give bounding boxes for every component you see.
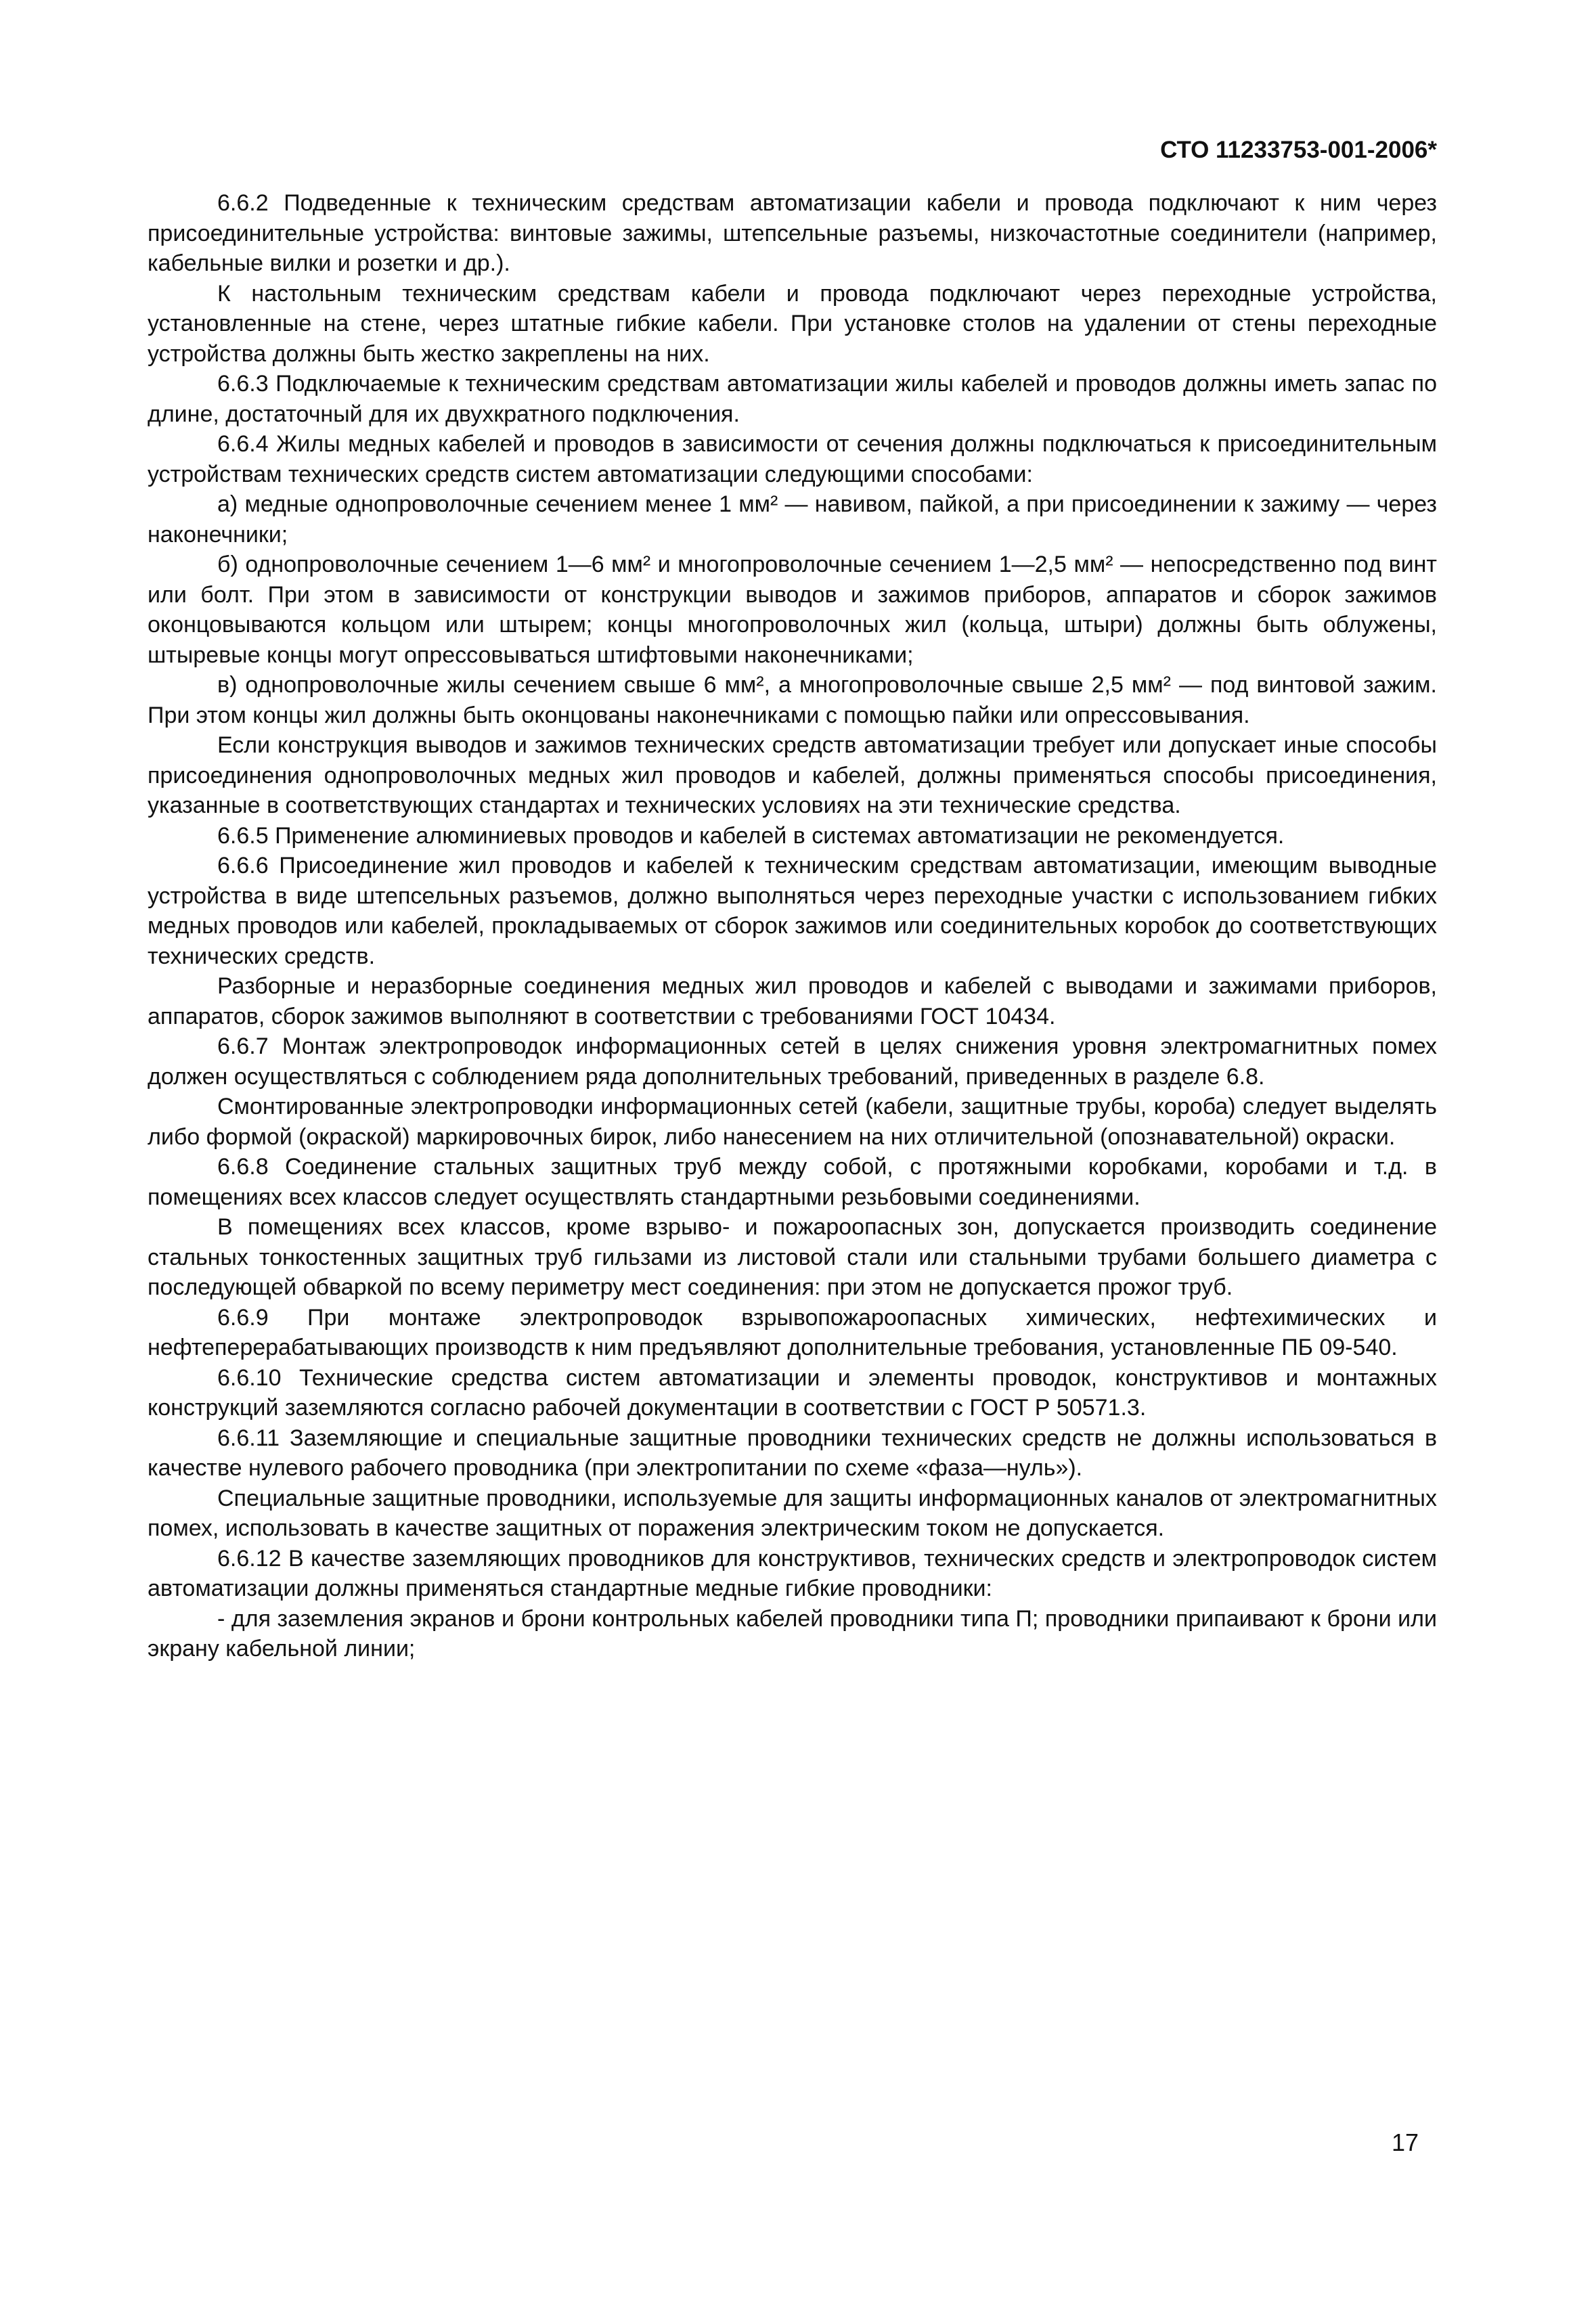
paragraph-6-6-12: 6.6.12 В качестве заземляющих проводников для конструктивов, технических средств и электропроводок систем автоматизации должны применяться стандартные медные гибкие проводники: — [148, 1545, 1437, 1601]
list-item-b: б) однопроволочные сечением 1—6 мм² и многопроволочные сечением 1—2,5 мм² — непосредственно под винт или болт. При этом в зависимости от конструкции выводов и зажимов приборов, аппаратов и сборок зажимов оконцовываются кольцом или штырем; концы многопроволочных жил (кольца, штыри) должны быть облужены, штыревые концы могут опрессовываться штифтовыми наконечниками; — [148, 552, 1437, 668]
paragraph-6-6-5: 6.6.5 Применение алюминиевых проводов и кабелей в системах автоматизации не рекомендуется. — [217, 822, 1285, 849]
paragraph-6-6-11: 6.6.11 Заземляющие и специальные защитные проводники технических средств не должны использоваться в качестве нулевого рабочего проводника (при электропитании по схеме «фаза—нуль»). — [148, 1425, 1437, 1481]
document-code-header: СТО 11233753-001-2006* — [1160, 137, 1437, 163]
paragraph-6-6-7: 6.6.7 Монтаж электропроводок информационных сетей в целях снижения уровня электромагнитных помех должен осуществляться с соблюдением ряда дополнительных требований, приведенных в разделе 6.8. — [148, 1033, 1437, 1090]
list-item-dash: - для заземления экранов и брони контрольных кабелей проводники типа П; проводники припаивают к брони или экрану кабельной линии; — [148, 1605, 1437, 1662]
paragraph-6-6-4: 6.6.4 Жилы медных кабелей и проводов в зависимости от сечения должны подключаться к присоединительным устройствам технических средств систем автоматизации следующими способами: — [148, 431, 1437, 487]
paragraph-marking: Смонтированные электропроводки информационных сетей (кабели, защитные трубы, короба) следует выделять либо формой (окраской) маркировочных бирок, либо нанесением на них отличительной (опознавательной) окраски. — [148, 1094, 1437, 1150]
paragraph-6-6-10: 6.6.10 Технические средства систем автоматизации и элементы проводок, конструктивов и монтажных конструкций заземляются согласно рабочей документации в соответствии с ГОСТ Р 50571.3. — [148, 1364, 1437, 1421]
paragraph-desktop-connection: К настольным техническим средствам кабели и провода подключают через переходные устройства, установленные на стене, через штатные гибкие кабели. При установке столов на удалении от стены переходные устройства должны быть жестко закреплены на них. — [148, 280, 1437, 367]
paragraph-6-6-2: 6.6.2 Подведенные к техническим средствам автоматизации кабели и провода подключают к ним через присоединительные устройства: винтовые зажимы, штепсельные разъемы, низкочастотные соединители (например, кабельные вилки и розетки и др.). — [148, 190, 1437, 276]
paragraph-gost-10434: Разборные и неразборные соединения медных жил проводов и кабелей с выводами и зажимами приборов, аппаратов, сборок зажимов выполняют в соответствии с требованиями ГОСТ 10434. — [148, 973, 1437, 1029]
list-item-v: в) однопроволочные жилы сечением свыше 6 мм², а многопроволочные свыше 2,5 мм² — под винтовой зажим. При этом концы жил должны быть оконцованы наконечниками с помощью пайки или опрессовывания. — [148, 672, 1437, 728]
paragraph-thin-wall-pipes: В помещениях всех классов, кроме взрыво- и пожароопасных зон, допускается производить соединение стальных тонкостенных защитных труб гильзами из листовой стали или стальными трубами большего диаметра с последующей обваркой по всему периметру мест соединения: при этом не допускается прожог труб. — [148, 1214, 1437, 1300]
paragraph-6-6-9: 6.6.9 При монтаже электропроводок взрывопожароопасных химических, нефтехимических и нефтеперерабатывающих производств к ним предъявляют дополнительные требования, установленные ПБ 09-540. — [148, 1304, 1437, 1360]
paragraph-6-6-8: 6.6.8 Соединение стальных защитных труб между собой, с протяжными коробками, коробами и т.д. в помещениях всех классов следует осуществлять стандартными резьбовыми соединениями. — [148, 1154, 1437, 1210]
paragraph-6-6-6: 6.6.6 Присоединение жил проводов и кабелей к техническим средствам автоматизации, имеющим выводные устройства в виде штепсельных разъемов, должно выполняться через переходные участки с использованием гибких медных проводов или кабелей, прокладываемых от сборок зажимов или соединительных коробок до соответствующих технических средств. — [148, 853, 1437, 969]
page-number: 17 — [1391, 2128, 1419, 2156]
paragraph-other-methods: Если конструкция выводов и зажимов технических средств автоматизации требует или допускает иные способы присоединения однопроволочных медных жил проводов и кабелей, должны применяться способы присоединения, указанные в соответствующих стандартах и технических условиях на эти технические средства. — [148, 732, 1437, 818]
paragraph-special-conductors: Специальные защитные проводники, используемые для защиты информационных каналов от электромагнитных помех, использовать в качестве защитных от поражения электрическим током не допускается. — [148, 1485, 1437, 1541]
paragraph-6-6-3: 6.6.3 Подключаемые к техническим средствам автоматизации жилы кабелей и проводов должны иметь запас по длине, достаточный для их двухкратного подключения. — [148, 371, 1437, 427]
list-item-a: а) медные однопроволочные сечением менее 1 мм² — навивом, пайкой, а при присоединении к зажиму — через наконечники; — [148, 491, 1437, 548]
document-page — [148, 135, 1437, 1664]
